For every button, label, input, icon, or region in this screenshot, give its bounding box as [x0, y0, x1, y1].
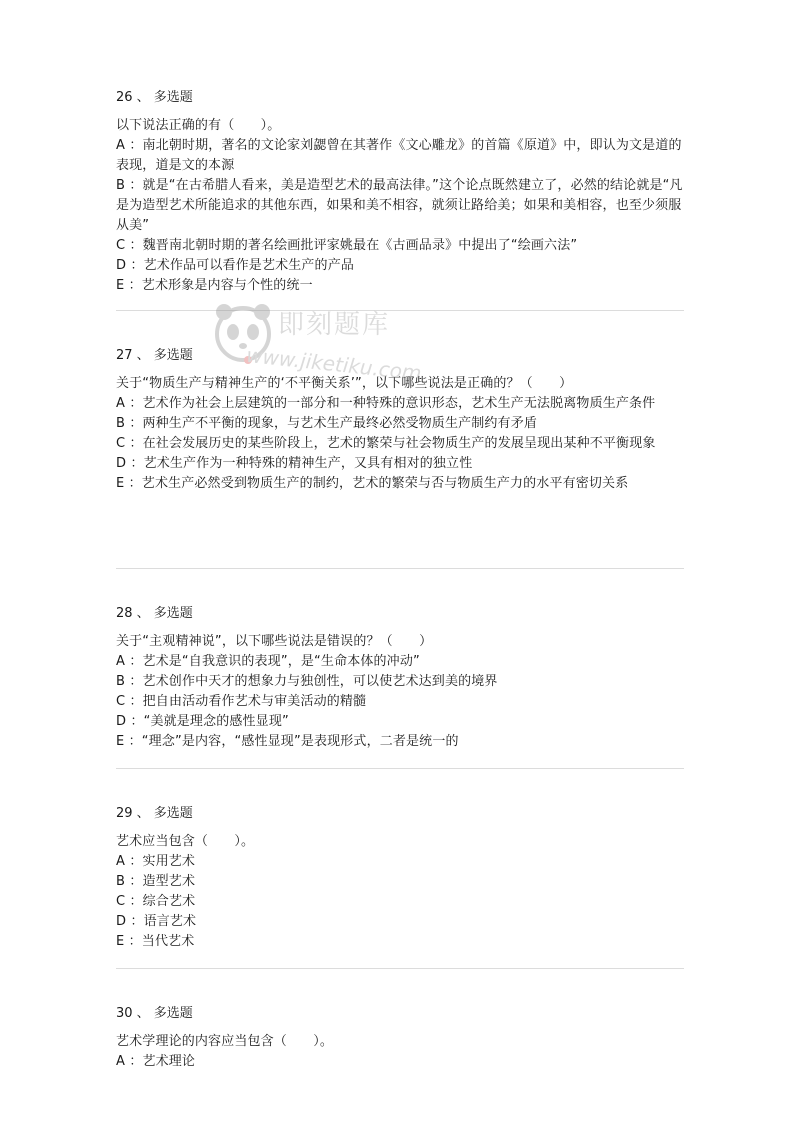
- option-b: B ：就是“在古希腊人看来，美是造型艺术的最高法律。”这个论点既然建立了，必然的结论就是“凡是为造型艺术所能追求的其他东西，如果和美不相容，就须让路给美；如果和美相容，也至少须服从美”: [116, 178, 683, 233]
- option-d: D ：艺术生产作为一种特殊的精神生产，又具有相对的独立性: [116, 456, 473, 471]
- option-e: E ：“理念”是内容，“感性显现”是表现形式，二者是统一的: [116, 734, 459, 749]
- question-stem: 艺术应当包含（ ）。: [116, 834, 255, 849]
- question-stem: 关于“主观精神说”，以下哪些说法是错误的？（ ）: [116, 634, 433, 649]
- option-b: B ：造型艺术: [116, 874, 196, 889]
- divider: [116, 768, 684, 769]
- question-stem: 以下说法正确的有（ ）。: [116, 118, 281, 133]
- option-d: D ：“美就是理念的感性显现”: [116, 714, 289, 729]
- question-header: 28 、 多选题: [116, 606, 193, 621]
- question-header: 29 、 多选题: [116, 806, 193, 821]
- option-a: A ：艺术是“自我意识的表现”，是“生命本体的冲动”: [116, 654, 420, 669]
- option-a: A ：实用艺术: [116, 854, 196, 869]
- question-26: [116, 88, 686, 296]
- option-a: A ：南北朝时期，著名的文论家刘勰曾在其著作《文心雕龙》的首篇《原道》中，即认为文是道的表现，道是文的本源: [116, 138, 682, 173]
- option-c: C ：综合艺术: [116, 894, 196, 909]
- watermark-title: 即刻题库: [278, 310, 391, 340]
- option-c: C ：在社会发展历史的某些阶段上，艺术的繁荣与社会物质生产的发展呈现出某种不平衡现象: [116, 436, 656, 451]
- option-e: E ：艺术生产必然受到物质生产的制约，艺术的繁荣与否与物质生产力的水平有密切关系: [116, 476, 629, 491]
- divider: [116, 568, 684, 569]
- option-e: E ：艺术形象是内容与个性的统一: [116, 278, 313, 293]
- option-b: B ：两种生产不平衡的现象，与艺术生产最终必然受物质生产制约有矛盾: [116, 416, 538, 431]
- question-29: [116, 804, 686, 952]
- question-header: 27 、 多选题: [116, 348, 193, 363]
- option-e: E ：当代艺术: [116, 934, 195, 949]
- option-c: C ：魏晋南北朝时期的著名绘画批评家姚最在《古画品录》中提出了“绘画六法”: [116, 238, 578, 253]
- question-28: [116, 604, 686, 752]
- divider: [116, 968, 684, 969]
- option-a: A ：艺术作为社会上层建筑的一部分和一种特殊的意识形态，艺术生产无法脱离物质生产条件: [116, 396, 656, 411]
- watermark-url: www.jiketiku.com: [245, 342, 423, 386]
- option-a: A ：艺术理论: [116, 1054, 196, 1069]
- option-b: B ：艺术创作中天才的想象力与独创性，可以使艺术达到美的境界: [116, 674, 498, 689]
- divider: [116, 310, 684, 311]
- question-stem: 艺术学理论的内容应当包含（ ）。: [116, 1034, 334, 1049]
- question-27: [116, 346, 686, 494]
- option-d: D ：艺术作品可以看作是艺术生产的产品: [116, 258, 354, 273]
- option-d: D ：语言艺术: [116, 914, 197, 929]
- question-30: [116, 1004, 686, 1072]
- question-header: 26 、 多选题: [116, 90, 193, 105]
- question-stem: 关于“物质生产与精神生产的‘不平衡关系’”，以下哪些说法是正确的？（ ）: [116, 376, 573, 391]
- question-header: 30 、 多选题: [116, 1006, 193, 1021]
- option-c: C ：把自由活动看作艺术与审美活动的精髓: [116, 694, 367, 709]
